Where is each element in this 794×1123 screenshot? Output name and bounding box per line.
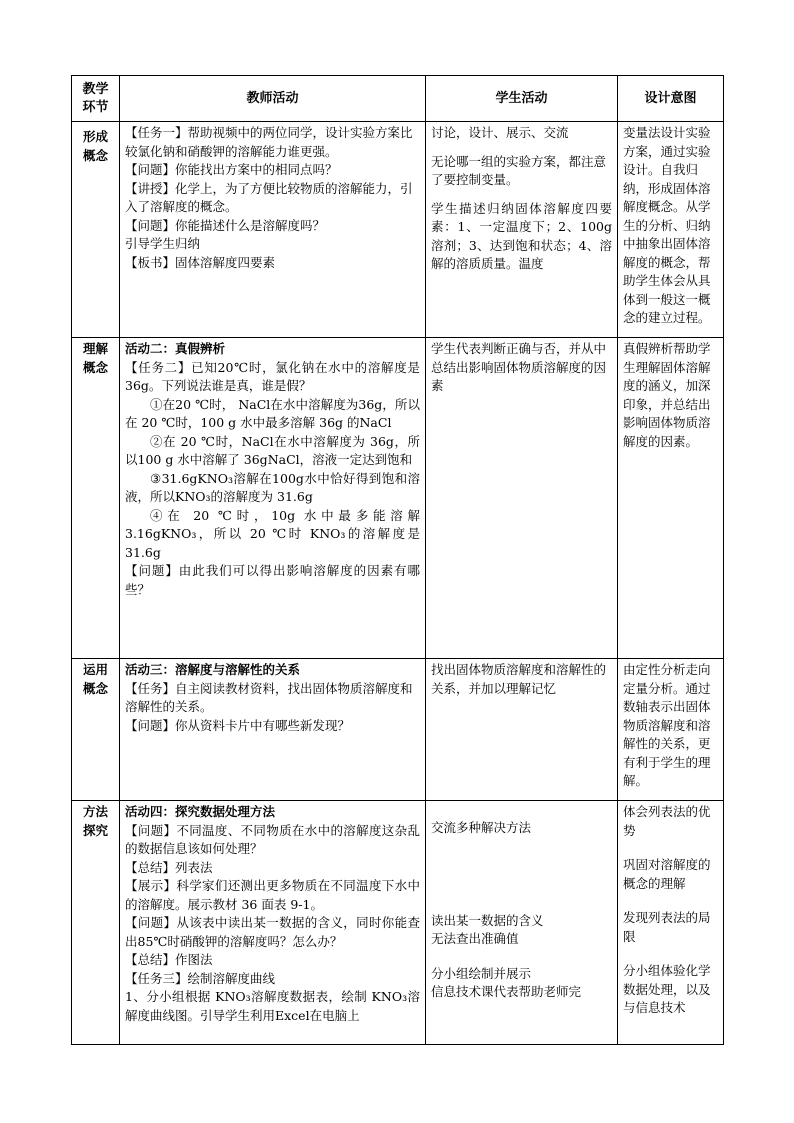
teacher-line: 【问题】你能描述什么是溶解度吗？ [125, 217, 326, 233]
teacher-line: 【讲授】化学上，为了方便比较物质的溶解能力，引入了溶解度的概念。 [125, 180, 413, 214]
header-teacher-activity: 教师活动 [120, 76, 426, 122]
header-design-intent: 设计意图 [618, 76, 724, 122]
table-row [72, 338, 724, 659]
teacher-line: 【问题】不同温度、不同物质在水中的溶解度这杂乱的数据信息该如何处理？ [125, 822, 420, 856]
teacher-line: 【任务】自主阅读教材资料，找出固体物质溶解度和溶解性的关系。 [125, 680, 413, 714]
teacher-line: ④在 20 ℃时，10g 水中最多能溶解 3.16gKNO₃，所以 20 ℃时 KNO₃的溶解度是 31.6g [125, 507, 420, 560]
student-activity-cell [426, 122, 618, 338]
teacher-line: 【任务二】已知20℃时，氯化钠在水中的溶解度是36g。下列说法谁是真，谁是假？ [125, 359, 420, 393]
teacher-line: ③31.6gKNO₃溶解在100g水中恰好得到饱和溶液，所以KNO₃的溶解度为 31.6g [125, 470, 420, 504]
table-row [72, 801, 724, 1045]
lesson-plan-table [71, 75, 724, 1045]
design-intent-cell: 变量法设计实验方案，通过实验设计。自我归纳，形成固体溶解度概念。从学生的分析、归纳中抽象出固体溶解度的概念，帮助学生体会从具体到一般这一概念的建立过程。 [618, 122, 724, 338]
design-line: 发现列表法的局限 [623, 910, 711, 944]
teacher-activity-cell [120, 122, 426, 338]
stage-cell: 形成概念 [72, 122, 120, 338]
stage-cell: 方法探究 [72, 801, 120, 1045]
teacher-line: 【任务一】帮助视频中的两位同学，设计实验方案比较氯化钠和硝酸钾的溶解能力谁更强。 [125, 125, 413, 159]
table-row [72, 659, 724, 801]
table-row [72, 122, 724, 338]
teacher-line: 【问题】你从资料卡片中有哪些新发现？ [125, 717, 351, 733]
activity-title: 活动四：探究数据处理方法 [125, 804, 276, 819]
teacher-line: 【板书】固体溶解度四要素 [125, 254, 276, 270]
teacher-line: 【问题】由此我们可以得出影响溶解度的因素有哪些？ [125, 563, 420, 597]
teacher-line: 【总结】列表法 [125, 859, 213, 875]
teacher-line: 【问题】从该表中读出某一数据的含义，同时你能查出85℃时硝酸钾的溶解度吗？怎么办？ [125, 915, 420, 949]
teacher-line: 【任务三】绘制溶解度曲线 [125, 970, 276, 986]
student-line: 分小组绘制并展示 [431, 965, 532, 981]
teacher-line: ②在 20 ℃时，NaCl在水中溶解度为 36g，所以100 g 水中溶解了 36gNaCl，溶液一定达到饱和 [125, 433, 420, 467]
student-activity-cell: 学生代表判断正确与否，并从中总结出影响固体物质溶解度的因素 [426, 338, 618, 659]
student-line: 读出某一数据的含义 [431, 912, 544, 928]
table-header-row [72, 76, 724, 122]
student-line: 学生描述归纳固体溶解度四要素：1、一定温度下；2、100g溶剂；3、达到饱和状态；4、溶解的溶质质量。温度 [431, 200, 612, 271]
teacher-line: 1、分小组根据 KNO₃溶解度数据表，绘制 KNO₃溶解度曲线图。引导学生利用Excel在电脑上 [125, 989, 420, 1023]
design-intent-cell: 真假辨析帮助学生理解固体溶解度的涵义，加深印象，并总结出影响固体物质溶解度的因素。 [618, 338, 724, 659]
stage-cell: 运用概念 [72, 659, 120, 801]
student-line: 无论哪一组的实验方案，都注意了要控制变量。 [431, 153, 607, 187]
teacher-line: 【展示】科学家们还测出更多物质在不同温度下水中的溶解度。展示教材 36 面表 9-1。 [125, 878, 420, 912]
teacher-activity-cell [120, 338, 426, 659]
teacher-activity-cell [120, 659, 426, 801]
teacher-line: ①在20 ℃时， NaCl在水中溶解度为36g，所以在 20 ℃时，100 g 水中最多溶解 36g 的NaCl [125, 396, 420, 430]
student-line: 无法查出准确值 [431, 931, 519, 946]
activity-title: 活动二：真假辨析 [125, 341, 226, 356]
activity-title: 活动三：溶解度与溶解性的关系 [125, 662, 301, 677]
design-line: 分小组体验化学数据处理，以及与信息技术 [623, 963, 711, 1015]
design-intent-cell: 由定性分析走向定量分析。通过数轴表示出固体物质溶解度和溶解性的关系，更有利于学生的理解。 [618, 659, 724, 801]
student-activity-cell [426, 801, 618, 1045]
design-line: 体会列表法的优势 [623, 804, 711, 838]
student-activity-cell: 找出固体物质溶解度和溶解性的关系，并加以理解记忆 [426, 659, 618, 801]
student-line: 信息技术课代表帮助老师完 [431, 984, 582, 999]
design-intent-cell [618, 801, 724, 1045]
teacher-line: 引导学生归纳 [125, 236, 201, 251]
student-line: 讨论，设计、展示、交流 [431, 125, 569, 140]
student-line: 交流多种解决方法 [431, 820, 532, 835]
teacher-activity-cell [120, 801, 426, 1045]
header-student-activity: 学生活动 [426, 76, 618, 122]
teacher-line: 【总结】作图法 [125, 952, 213, 967]
stage-cell: 理解概念 [72, 338, 120, 659]
design-line: 巩固对溶解度的概念的理解 [623, 857, 711, 891]
teacher-line: 【问题】你能找出方案中的相同点吗？ [125, 162, 338, 177]
header-stage: 教学环节 [72, 76, 120, 122]
